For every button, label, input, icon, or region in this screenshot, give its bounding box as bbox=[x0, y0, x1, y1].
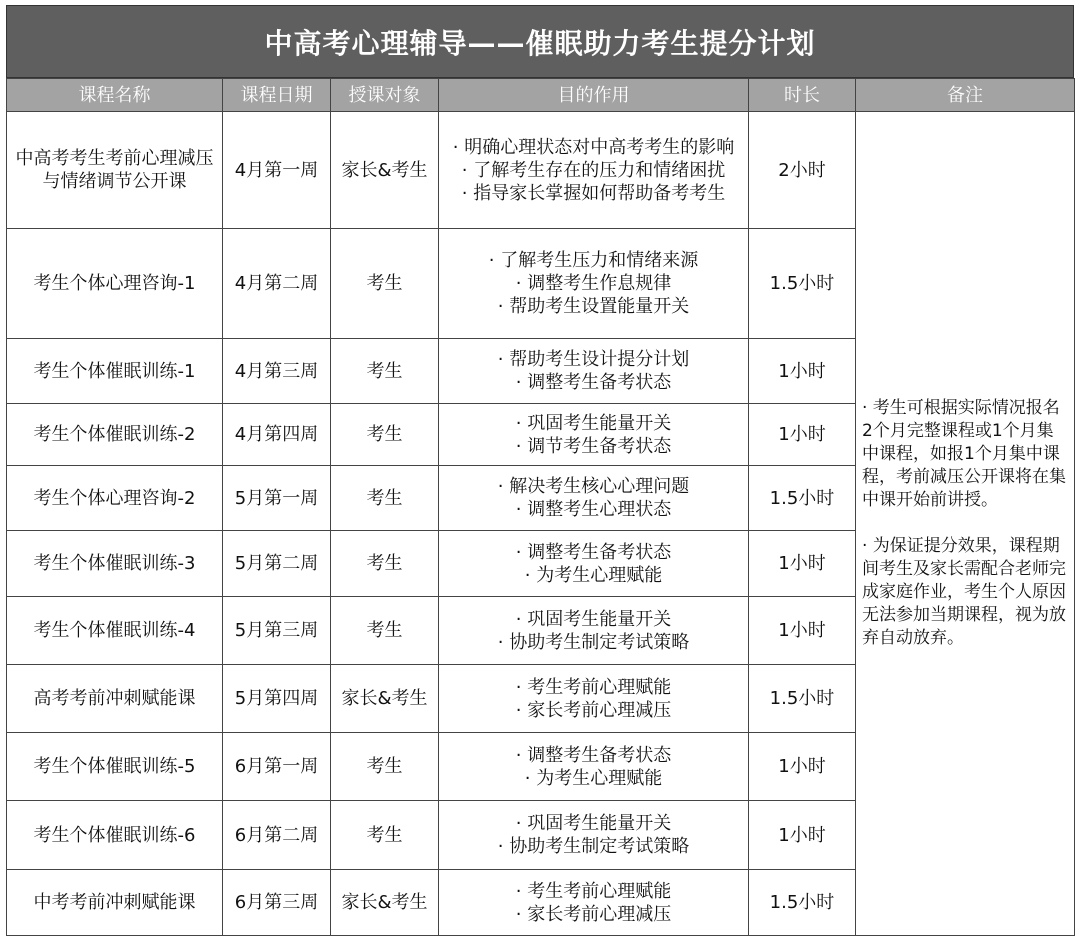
purpose-item: · 为考生心理赋能 bbox=[524, 767, 663, 789]
course-date-cell: 5月第二周 bbox=[223, 531, 331, 597]
course-name-cell: 考生个体催眠训练-1 bbox=[7, 339, 223, 404]
course-name-cell: 高考考前冲刺赋能课 bbox=[7, 665, 223, 733]
purpose-item: · 帮助考生设计提分计划 bbox=[497, 349, 690, 370]
header-course-date: 课程日期 bbox=[223, 79, 331, 112]
purpose-item: · 指导家长掌握如何帮助备考考生 bbox=[461, 182, 726, 204]
purpose-item: · 调整考生备考状态 bbox=[515, 744, 672, 766]
table-row bbox=[7, 112, 1075, 229]
purpose-cell bbox=[439, 665, 749, 733]
header-audience: 授课对象 bbox=[331, 79, 439, 112]
audience-cell: 考生 bbox=[331, 801, 439, 870]
purpose-item: · 巩固考生能量开关 bbox=[515, 813, 672, 834]
duration-cell: 1小时 bbox=[749, 404, 856, 466]
duration-cell: 1.5小时 bbox=[749, 229, 856, 339]
course-date-cell: 4月第一周 bbox=[223, 112, 331, 229]
note-paragraph: · 考生可根据实际情况报名2个月完整课程或1个月集中课程，如报1个月集中课程，考前减压公开课将在集中课开始前讲授。 bbox=[862, 398, 1066, 510]
audience-cell: 考生 bbox=[331, 466, 439, 531]
purpose-cell bbox=[439, 801, 749, 870]
notes-cell bbox=[856, 112, 1075, 936]
audience-cell: 家长&考生 bbox=[331, 112, 439, 229]
purpose-item: · 考生考前心理赋能 bbox=[515, 880, 672, 902]
duration-cell: 2小时 bbox=[749, 112, 856, 229]
course-name-cell: 中高考考生考前心理减压与情绪调节公开课 bbox=[7, 112, 223, 229]
duration-cell: 1.5小时 bbox=[749, 870, 856, 936]
course-name-cell: 考生个体心理咨询-1 bbox=[7, 229, 223, 339]
header-notes: 备注 bbox=[856, 79, 1075, 112]
course-name-cell: 中考考前冲刺赋能课 bbox=[7, 870, 223, 936]
purpose-item: · 了解考生压力和情绪来源 bbox=[488, 250, 699, 271]
purpose-cell bbox=[439, 112, 749, 229]
header-course-name: 课程名称 bbox=[7, 79, 223, 112]
course-date-cell: 5月第四周 bbox=[223, 665, 331, 733]
duration-cell: 1小时 bbox=[749, 531, 856, 597]
course-name-cell: 考生个体催眠训练-6 bbox=[7, 801, 223, 870]
duration-cell: 1小时 bbox=[749, 339, 856, 404]
purpose-cell bbox=[439, 229, 749, 339]
purpose-cell bbox=[439, 733, 749, 801]
purpose-cell bbox=[439, 466, 749, 531]
audience-cell: 家长&考生 bbox=[331, 870, 439, 936]
purpose-item: · 解决考生核心心理问题 bbox=[497, 476, 690, 497]
purpose-item: · 家长考前心理减压 bbox=[515, 903, 672, 925]
course-name-cell: 考生个体催眠训练-2 bbox=[7, 404, 223, 466]
purpose-item: · 调整考生作息规律 bbox=[515, 273, 672, 294]
purpose-item: · 巩固考生能量开关 bbox=[515, 412, 672, 434]
header-purpose: 目的作用 bbox=[439, 79, 749, 112]
purpose-item: · 考生考前心理赋能 bbox=[515, 676, 672, 698]
duration-cell: 1小时 bbox=[749, 801, 856, 870]
purpose-item: · 调节考生备考状态 bbox=[515, 435, 672, 457]
purpose-item: · 帮助考生设置能量开关 bbox=[497, 296, 690, 317]
purpose-cell bbox=[439, 597, 749, 665]
purpose-item: · 调整考生备考状态 bbox=[515, 372, 672, 393]
purpose-cell bbox=[439, 531, 749, 597]
purpose-item: · 协助考生制定考试策略 bbox=[497, 836, 690, 857]
audience-cell: 考生 bbox=[331, 339, 439, 404]
audience-cell: 考生 bbox=[331, 733, 439, 801]
purpose-item: · 巩固考生能量开关 bbox=[515, 608, 672, 630]
duration-cell: 1.5小时 bbox=[749, 665, 856, 733]
purpose-item: · 为考生心理赋能 bbox=[524, 564, 663, 586]
audience-cell: 考生 bbox=[331, 597, 439, 665]
audience-cell: 考生 bbox=[331, 404, 439, 466]
purpose-item: · 调整考生心理状态 bbox=[515, 499, 672, 520]
purpose-item: · 调整考生备考状态 bbox=[515, 541, 672, 563]
purpose-cell bbox=[439, 339, 749, 404]
page-title: 中高考心理辅导——催眠助力考生提分计划 bbox=[6, 5, 1074, 78]
course-name-cell: 考生个体催眠训练-3 bbox=[7, 531, 223, 597]
course-date-cell: 6月第一周 bbox=[223, 733, 331, 801]
purpose-item: · 家长考前心理减压 bbox=[515, 699, 672, 721]
course-schedule-table bbox=[6, 78, 1075, 936]
course-date-cell: 4月第三周 bbox=[223, 339, 331, 404]
course-date-cell: 5月第三周 bbox=[223, 597, 331, 665]
header-duration: 时长 bbox=[749, 79, 856, 112]
course-name-cell: 考生个体心理咨询-2 bbox=[7, 466, 223, 531]
course-date-cell: 6月第三周 bbox=[223, 870, 331, 936]
table-header-row bbox=[7, 79, 1075, 112]
purpose-cell bbox=[439, 870, 749, 936]
purpose-cell bbox=[439, 404, 749, 466]
course-date-cell: 6月第二周 bbox=[223, 801, 331, 870]
course-date-cell: 4月第四周 bbox=[223, 404, 331, 466]
course-name-cell: 考生个体催眠训练-4 bbox=[7, 597, 223, 665]
audience-cell: 考生 bbox=[331, 531, 439, 597]
duration-cell: 1小时 bbox=[749, 733, 856, 801]
purpose-item: · 了解考生存在的压力和情绪困扰 bbox=[461, 159, 726, 181]
purpose-item: · 协助考生制定考试策略 bbox=[497, 631, 690, 653]
course-date-cell: 5月第一周 bbox=[223, 466, 331, 531]
purpose-item: · 明确心理状态对中高考考生的影响 bbox=[452, 136, 735, 158]
audience-cell: 考生 bbox=[331, 229, 439, 339]
duration-cell: 1小时 bbox=[749, 597, 856, 665]
duration-cell: 1.5小时 bbox=[749, 466, 856, 531]
course-date-cell: 4月第二周 bbox=[223, 229, 331, 339]
audience-cell: 家长&考生 bbox=[331, 665, 439, 733]
note-paragraph: · 为保证提分效果，课程期间考生及家长需配合老师完成家庭作业，考生个人原因无法参加当期课程，视为放弃自动放弃。 bbox=[862, 536, 1066, 648]
course-name-cell: 考生个体催眠训练-5 bbox=[7, 733, 223, 801]
